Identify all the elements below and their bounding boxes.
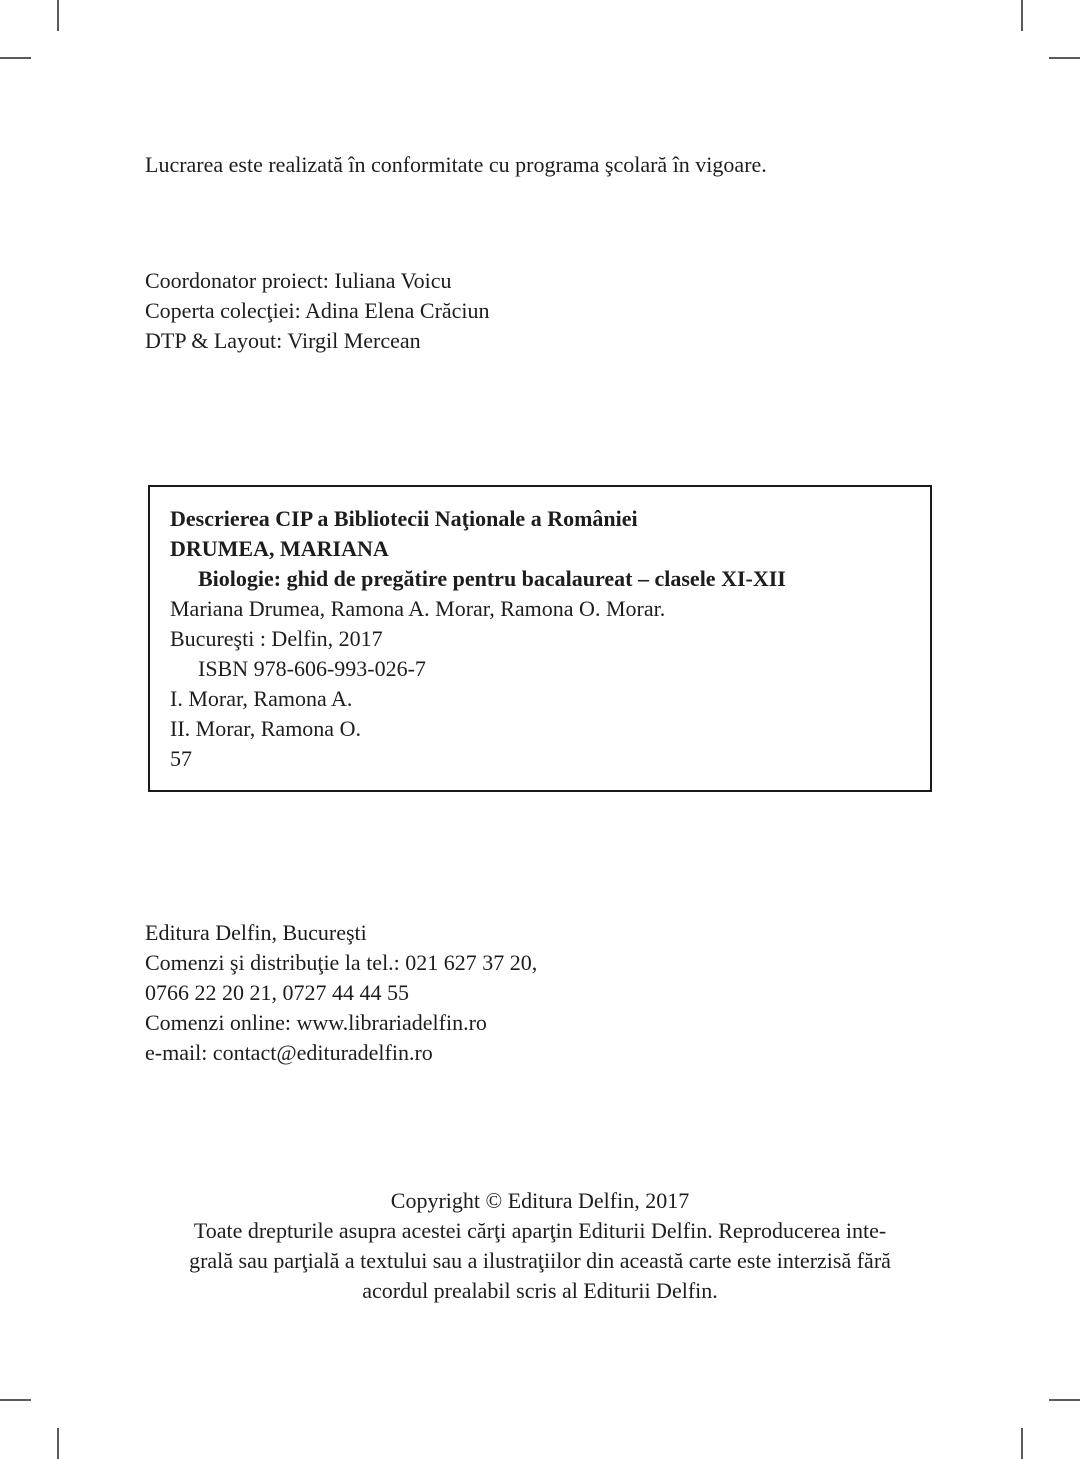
credits-block [145,266,490,356]
publisher-phone-line-1: Comenzi şi distribuţie la tel.: 021 627 37 20, [145,950,538,975]
publisher-phone-line-2: 0766 22 20 21, 0727 44 44 55 [145,980,409,1005]
cip-title: Biologie: ghid de pregătire pentru bacalaureat – clasele XI-XII [198,566,786,591]
crop-mark-top-right-vertical [1021,0,1023,31]
publisher-email: e-mail: contact@edituradelfin.ro [145,1040,433,1065]
crop-mark-bottom-right-horizontal [1049,1399,1080,1401]
cip-box [148,485,932,792]
cip-author: DRUMEA, MARIANA [170,536,389,561]
crop-mark-top-left-horizontal [0,57,31,59]
copyright-block [60,1186,1020,1306]
publisher-contact-block [145,918,537,1068]
crop-mark-bottom-left-vertical [57,1428,59,1459]
cip-authors-list: Mariana Drumea, Ramona A. Morar, Ramona O. Morar. [170,596,666,621]
cip-header: Descrierea CIP a Bibliotecii Naţionale a României [170,506,638,531]
rights-line-3: acordul prealabil scris al Editurii Delfin. [362,1278,718,1303]
cip-isbn: ISBN 978-606-993-026-7 [198,656,426,681]
credit-line-coordinator: Coordonator proiect: Iuliana Voicu [145,268,452,293]
crop-mark-top-right-horizontal [1049,57,1080,59]
credit-line-dtp: DTP & Layout: Virgil Mercean [145,328,421,353]
publisher-name: Editura Delfin, Bucureşti [145,920,367,945]
cip-classification-number: 57 [170,746,192,771]
copyright-line: Copyright © Editura Delfin, 2017 [390,1188,690,1213]
crop-mark-top-left-vertical [57,0,59,31]
conformity-note [145,150,767,180]
cip-ref-2: II. Morar, Ramona O. [170,716,361,741]
rights-line-2: grală sau parţială a textului sau a ilustraţiilor din această carte este interzisă fără [189,1248,891,1273]
crop-mark-bottom-right-vertical [1021,1428,1023,1459]
conformity-note-text: Lucrarea este realizată în conformitate cu programa şcolară în vigoare. [145,152,767,177]
credit-line-cover: Coperta colecţiei: Adina Elena Crăciun [145,298,490,323]
rights-line-1: Toate drepturile asupra acestei cărţi aparţin Editurii Delfin. Reproducerea inte- [193,1218,887,1243]
publisher-website: Comenzi online: www.librariadelfin.ro [145,1010,487,1035]
cip-ref-1: I. Morar, Ramona A. [170,686,353,711]
cip-imprint: Bucureşti : Delfin, 2017 [170,626,383,651]
crop-mark-bottom-left-horizontal [0,1399,31,1401]
